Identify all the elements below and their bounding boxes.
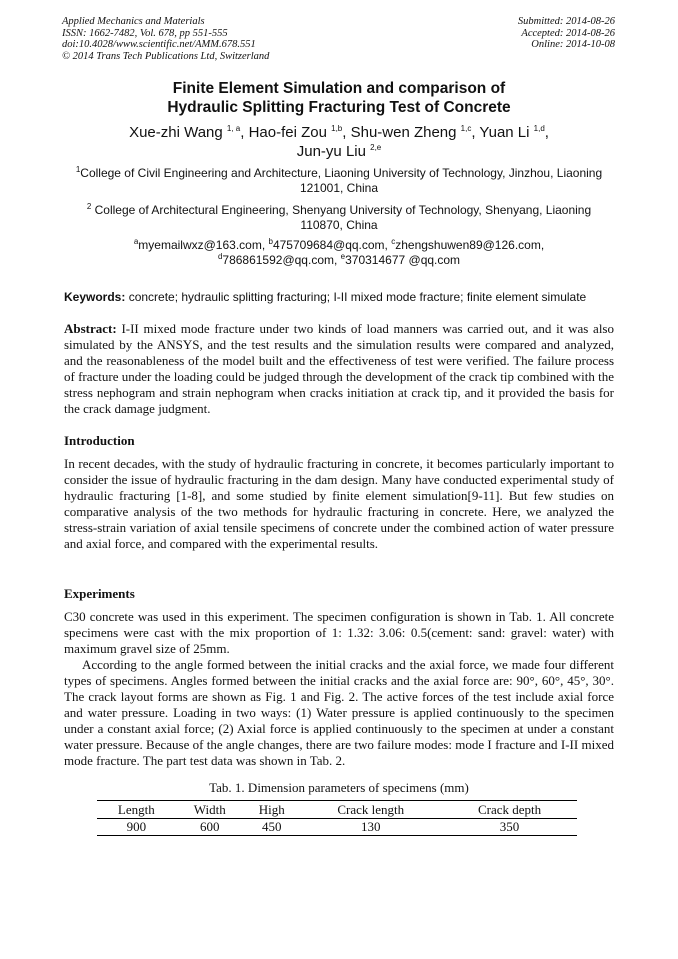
- copyright: © 2014 Trans Tech Publications Ltd, Switzerland: [62, 50, 270, 62]
- keywords: [64, 290, 624, 304]
- email: 475709684@qq.com,: [272, 238, 392, 252]
- author-name: Jun-yu Liu: [296, 143, 371, 160]
- accepted-date: Accepted: 2014-08-26: [521, 27, 615, 39]
- experiments-heading: Experiments: [64, 586, 135, 601]
- author-sup: 1,c: [460, 124, 472, 133]
- experiments-text: [64, 609, 614, 769]
- affiliation-1: [60, 166, 618, 196]
- author-sup: 1, a: [226, 124, 241, 133]
- table-caption: Tab. 1. Dimension parameters of specimens (mm): [209, 780, 469, 795]
- experiments-paragraph-2: According to the angle formed between the initial cracks and the axial force, we made four different types of specimens. Angles formed between the initial cracks and the axial force are: 90°, 60°, 45°, 30°. The crack layout forms are shown as Fig. 1 and Fig. 2. The active forces of the test include axial force and water pressure. Loading in two ways: (1) Water pressure is applied continuously to the specimen under a constant axial force; (2) Axial force is applied continuously to the specimen at under a constant water pressure. Because of the angle changes, there are two failure modes: mode I fracture and I-II mixed mode fracture. The part test data was shown in Tab. 2.: [64, 657, 614, 768]
- keywords-text: concrete; hydraulic splitting fracturing; I-II mixed mode fracture; finite element simulate: [125, 290, 587, 304]
- doi: doi:10.4028/www.scientific.net/AMM.678.551: [62, 39, 256, 50]
- table-cell: 450: [244, 819, 300, 836]
- author-name: Shu-wen Zheng: [350, 124, 461, 141]
- table-header-cell: Length: [97, 801, 176, 819]
- affiliation-line: 121001, China: [299, 181, 379, 195]
- email-sup: c: [391, 237, 396, 246]
- email-sup: b: [268, 237, 273, 246]
- affiliation-sup: 1: [75, 165, 81, 174]
- table-header-cell: Crack length: [299, 801, 442, 819]
- author-sep: ,: [471, 124, 480, 141]
- affiliation-sup: 2: [86, 202, 92, 211]
- email-sup: a: [133, 237, 139, 246]
- table-cell: 350: [442, 819, 577, 836]
- affiliation-2: [60, 203, 618, 233]
- author-sep: ,: [342, 124, 351, 141]
- abstract-label: Abstract:: [64, 321, 117, 336]
- experiments-paragraph-1: C30 concrete was used in this experiment. The specimen configuration is shown in Tab. 1. All concrete specimens were cast with the mix proportion of 1: 1.32: 3.06: 0.5(cement: sand: gravel: water) with maximum gravel size of 25mm.: [64, 609, 614, 656]
- author-sep: ,: [240, 124, 249, 141]
- email: myemailwxz@163.com,: [138, 238, 269, 252]
- author-sup: 1,b: [331, 124, 343, 133]
- author-sep: ,: [544, 124, 549, 141]
- introduction-text: In recent decades, with the study of hydraulic fracturing in concrete, it becomes particularly important to consider the issue of hydraulic fracturing in the dam design. Many have conducted experimental study of hydraulic fracturing [1-8], and some studied by finite element simulation[9-11]. But few studies on comparative analysis of the two methods for hydraulic fracturing in concrete. Here, we analyzed the stress-strain variation of axial tensile specimens of concrete under the combined action of water pressure and axial force, and compared with the experimental results.: [64, 456, 614, 551]
- online-date: Online: 2014-10-08: [531, 39, 615, 50]
- table-header-cell: High: [244, 801, 300, 819]
- table-row: [97, 819, 577, 836]
- email: zhengshuwen89@126.com,: [395, 238, 545, 252]
- table-cell: 900: [97, 819, 176, 836]
- introduction-heading: Introduction: [64, 433, 135, 448]
- submitted-date: Submitted: 2014-08-26: [517, 16, 615, 27]
- journal-info: [62, 16, 269, 62]
- email-sup: d: [217, 252, 223, 261]
- author-name: Yuan Li: [479, 124, 534, 141]
- author-sup: 2,e: [370, 143, 382, 152]
- issn: ISSN: 1662-7482, Vol. 678, pp 551-555: [62, 27, 228, 39]
- table-header-row: [97, 801, 577, 819]
- affiliation-line: 110870, China: [300, 218, 378, 232]
- abstract: [64, 321, 614, 417]
- author-list: [60, 123, 618, 161]
- publication-dates: [518, 16, 615, 51]
- author-emails: [60, 238, 618, 268]
- author-name: Hao-fei Zou: [248, 124, 332, 141]
- email: 370314677 @qq.com: [345, 253, 461, 267]
- title-line-2: Hydraulic Splitting Fracturing Test of Concrete: [167, 99, 511, 116]
- table-header-cell: Width: [176, 801, 244, 819]
- table-cell: 600: [176, 819, 244, 836]
- journal-name: Applied Mechanics and Materials: [62, 16, 205, 27]
- email: 786861592@qq.com,: [222, 253, 341, 267]
- abstract-text: I-II mixed mode fracture under two kinds of load manners was carried out, and it was also simulated by the ANSYS, and the test results and the simulation results were compared and analyzed, and the reasonableness of the model built and the effectiveness of test were verified. The failure process of fracture under the loading could be judged through the development of the crack tip combined with the stress nephogram and strain nephogram when cracks initiation at crack tip, and it provided the basis for the crack damage judgment.: [64, 321, 614, 416]
- paper-title: [0, 79, 678, 117]
- keywords-label: Keywords:: [64, 290, 126, 304]
- dimension-table: [97, 800, 577, 836]
- author-name: Xue-zhi Wang: [129, 124, 227, 141]
- table-cell: 130: [299, 819, 442, 836]
- affiliation-line: College of Civil Engineering and Architecture, Liaoning University of Technology, Jinzhou, Liaoning: [80, 166, 603, 180]
- title-line-1: Finite Element Simulation and comparison of: [172, 80, 506, 97]
- author-sup: 1,d: [533, 124, 545, 133]
- affiliation-line: College of Architectural Engineering, Shenyang University of Technology, Shenyang, Liaoning: [91, 203, 592, 217]
- email-sup: e: [340, 252, 346, 261]
- table-header-cell: Crack depth: [442, 801, 577, 819]
